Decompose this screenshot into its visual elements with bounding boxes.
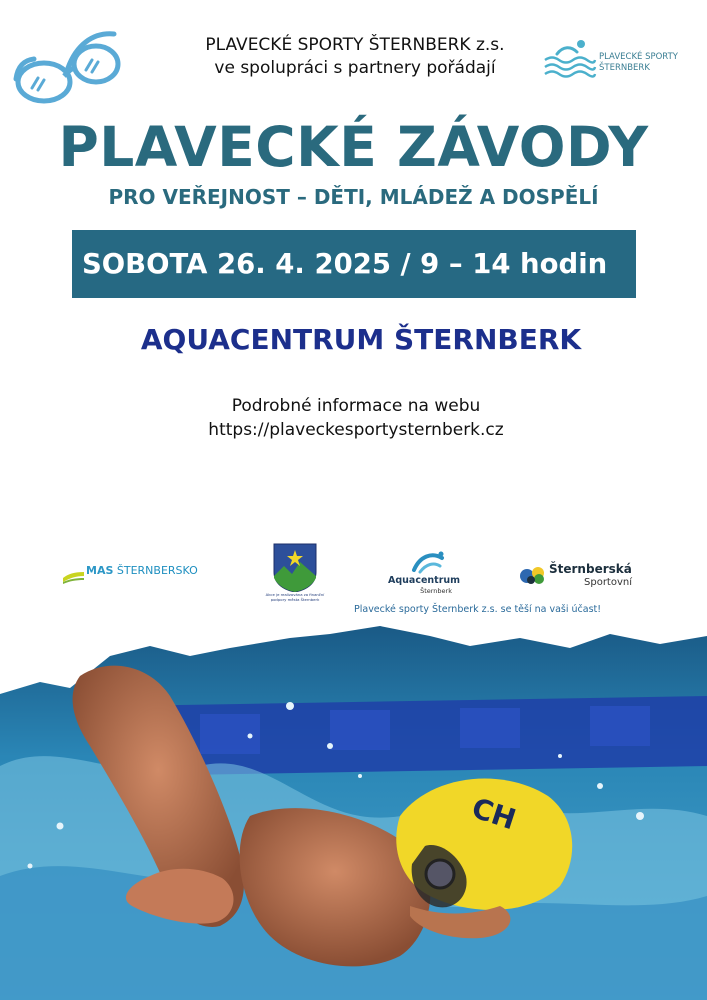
city-crest-logo [262,542,328,612]
mas-swoosh-icon [62,562,86,586]
city-crest-icon [262,542,328,592]
date-banner [72,230,636,298]
sternberska-sportovni-logo [518,562,648,592]
mas-sternbersko-logo [62,562,198,586]
organizer-line-2: ve spolupráci s partnery pořádají [214,58,496,78]
aquacentrum-city: Šternberk [420,587,452,595]
website-link[interactable]: https://plaveckesportysternberk.cz [208,420,504,440]
swim-goggles-icon [12,24,122,106]
sport-name: Šternberská [549,562,632,576]
aquacentrum-logo [388,550,460,596]
info-text: Podrobné informace na webu [231,396,481,416]
mas-name: ŠTERNBERSKO [113,564,198,577]
sport-circles-icon [518,564,548,586]
svg-text:CH: CH [467,791,520,837]
thanks-message: Plavecké sporty Šternberk z.s. se těší na vaši účast! [354,604,602,615]
event-venue: AQUACENTRUM ŠTERNBERK [140,323,582,356]
aquacentrum-name: Aquacentrum [388,575,461,586]
swimmer-waves-icon [543,38,597,82]
organizer-line-1: PLAVECKÉ SPORTY ŠTERNBERK z.s. [205,35,505,55]
crest-caption: Akce je realizována za finanční podpory města Šternberk [265,592,325,602]
logo-line-2: ŠTERNBERK [599,63,650,73]
aquacentrum-wave-icon [410,550,450,576]
event-title: PLAVECKÉ ZÁVODY [58,115,649,179]
organizer-text [160,34,550,80]
mas-prefix: MAS [86,564,114,577]
event-subtitle: PRO VEŘEJNOST – DĚTI, MLÁDEŽ A DOSPĚLÍ [108,185,599,209]
logo-line-1: PLAVECKÉ SPORTY [599,52,678,62]
event-date-time: SOBOTA 26. 4. 2025 / 9 – 14 hodin [82,248,608,280]
plavecke-sporty-logo [543,38,693,82]
swimmer-photo [0,616,707,1000]
sport-sub: Sportovní [584,577,632,588]
info-block [0,394,707,442]
